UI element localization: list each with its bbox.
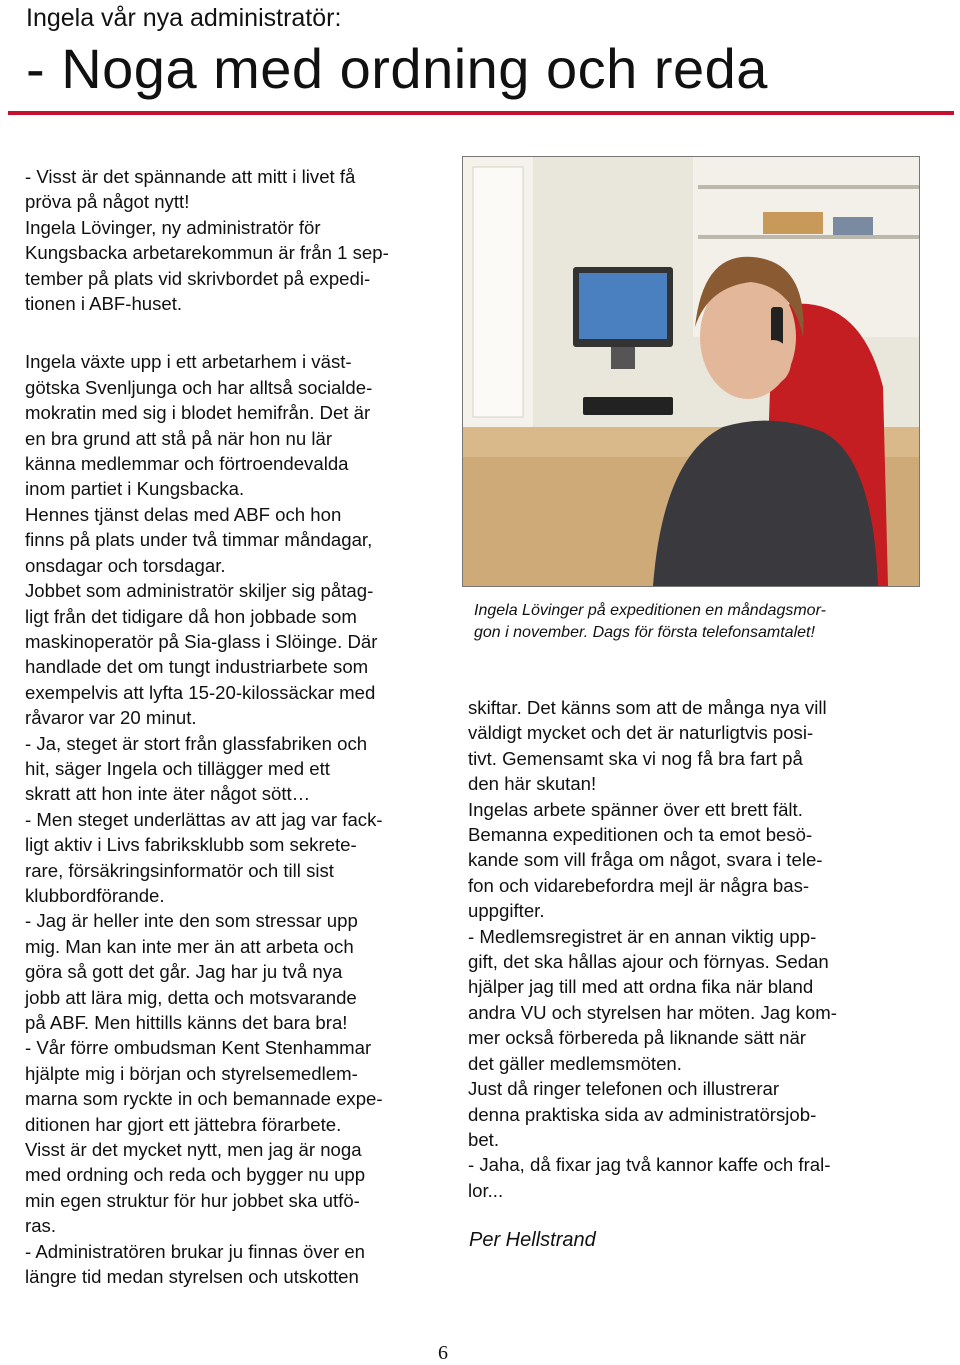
body-line: ligt aktiv i Livs fabriksklubb som sekrete- (25, 834, 357, 856)
body-line: hjälpte mig i början och styrelsemedlem- (25, 1062, 358, 1084)
lead-line: Kungsbacka arbetarekommun är från 1 sep- (25, 242, 389, 264)
body-line: lor... (468, 1179, 504, 1201)
body-line: Just då ringer telefonen och illustrerar (468, 1078, 780, 1100)
body-line: Visst är det mycket nytt, men jag är noga (25, 1139, 362, 1161)
lead-line: tionen i ABF-huset. (25, 293, 183, 315)
body-line: min egen struktur för hur jobbet ska utfö- (25, 1189, 360, 1211)
body-line: Hennes tjänst delas med ABF och hon (25, 503, 342, 525)
photo-caption (474, 600, 914, 644)
body-line: rare, försäkringsinformatör och till sist (25, 859, 334, 881)
body-line: andra VU och styrelsen har möten. Jag kom- (468, 1001, 837, 1023)
body-line: - Jag är heller inte den som stressar upp (25, 910, 358, 932)
body-line: en bra grund att stå på när hon nu lär (25, 427, 333, 449)
lead-line: tember på plats vid skrivbordet på expedi- (25, 267, 371, 289)
body-line: tivt. Gemensamt ska vi nog få bra fart på (468, 747, 803, 769)
caption-line: Ingela Lövinger på expeditionen en måndagsmor- (474, 602, 826, 619)
body-line: inom partiet i Kungsbacka. (25, 478, 245, 500)
body-line: götska Svenljunga och har alltså socialde- (25, 376, 373, 398)
body-line: - Ja, steget är stort från glassfabriken och (25, 732, 368, 754)
body-line: - Administratören brukar ju finnas över en (25, 1240, 366, 1262)
body-line: ras. (25, 1215, 56, 1237)
body-line: Jobbet som administratör skiljer sig påtag- (25, 580, 374, 602)
headline-rule (8, 111, 954, 115)
right-column (468, 695, 908, 1203)
article-kicker: Ingela vår nya administratör: (26, 4, 342, 32)
lead-line: pröva på något nytt! (25, 191, 190, 213)
body-line: mig. Man kan inte mer än att arbeta och (25, 935, 354, 957)
lead-line: - Visst är det spännande att mitt i livet få (25, 166, 356, 187)
body-line: skratt att hon inte äter något sött… (25, 783, 311, 805)
body-line: ligt från det tidigare då hon jobbade som (25, 605, 357, 627)
body-line: uppgifter. (468, 900, 545, 922)
lead-line: Ingela Lövinger, ny administratör för (25, 216, 321, 238)
body-line: det gäller medlemsmöten. (468, 1052, 682, 1074)
body-line: mokratin med sig i blodet hemifrån. Det är (25, 402, 371, 424)
left-column (25, 164, 455, 1289)
body-line: hjälper jag till med att ordna fika när bland (468, 976, 814, 998)
body-line: - Jaha, då fixar jag två kannor kaffe och fral- (468, 1154, 831, 1176)
body-line: klubbordförande. (25, 884, 165, 906)
body-line: hit, säger Ingela och tillägger med ett (25, 757, 330, 779)
body-line: - Medlemsregistret är en annan viktig upp- (468, 925, 817, 947)
body-line: gift, det ska hållas ajour och förnyas. Sedan (468, 951, 829, 973)
body-line: fon och vidarebefordra mejl är några bas- (468, 874, 810, 896)
body-line: på ABF. Men hittills känns det bara bra! (25, 1012, 348, 1033)
body-line: med ordning och reda och bygger nu upp (25, 1164, 366, 1186)
article-headline: - Noga med ordning och reda (26, 37, 768, 100)
body-line: jobb att lära mig, detta och motsvarande (25, 986, 357, 1008)
body-line: - Vår förre ombudsman Kent Stenhammar (25, 1037, 372, 1059)
body-line: finns på plats under två timmar måndagar, (25, 529, 373, 551)
body-line: längre tid medan styrelsen och utskotten (25, 1266, 359, 1288)
body-line: denna praktiska sida av administratörsjob- (468, 1103, 817, 1125)
body-line: ditionen har gjort ett jättebra förarbete. (25, 1113, 342, 1135)
body-line: göra så gott det går. Jag har ju två nya (25, 961, 343, 983)
page-number: 6 (438, 1342, 448, 1364)
body-line: mer också förbereda på liknande sätt när (468, 1027, 806, 1049)
article-photo (462, 156, 920, 587)
author-byline: Per Hellstrand (469, 1229, 596, 1251)
body-line: exempelvis att lyfta 15-20-kilossäckar med (25, 681, 376, 703)
body-line: den här skutan! (468, 773, 597, 795)
body-line: marna som ryckte in och bemannade expe- (25, 1088, 383, 1110)
body-line: bet. (468, 1128, 500, 1150)
body-line: - Men steget underlättas av att jag var fack- (25, 808, 383, 830)
photo-illustration (463, 157, 919, 586)
body-line: Bemanna expeditionen och ta emot besö- (468, 824, 813, 846)
body-line: Ingela växte upp i ett arbetarhem i väst- (25, 351, 352, 373)
body-line: kande som vill fråga om något, svara i tele- (468, 849, 823, 871)
body-line: Ingelas arbete spänner över ett brett fält. (468, 798, 803, 820)
caption-line: gon i november. Dags för första telefonsamtalet! (474, 624, 815, 641)
body-line: onsdagar och torsdagar. (25, 554, 226, 576)
body-line: maskinoperatör på Sia-glass i Slöinge. Där (25, 630, 378, 652)
body-line: väldigt mycket och det är naturligtvis posi- (468, 722, 814, 744)
body-line: känna medlemmar och förtroendevalda (25, 453, 349, 475)
body-line: råvaror var 20 minut. (25, 707, 197, 729)
article-lead (25, 164, 455, 316)
body-line: skiftar. Det känns som att de många nya vill (468, 697, 827, 718)
left-body-text (25, 349, 455, 1289)
body-line: handlade det om tungt industriarbete som (25, 656, 369, 678)
